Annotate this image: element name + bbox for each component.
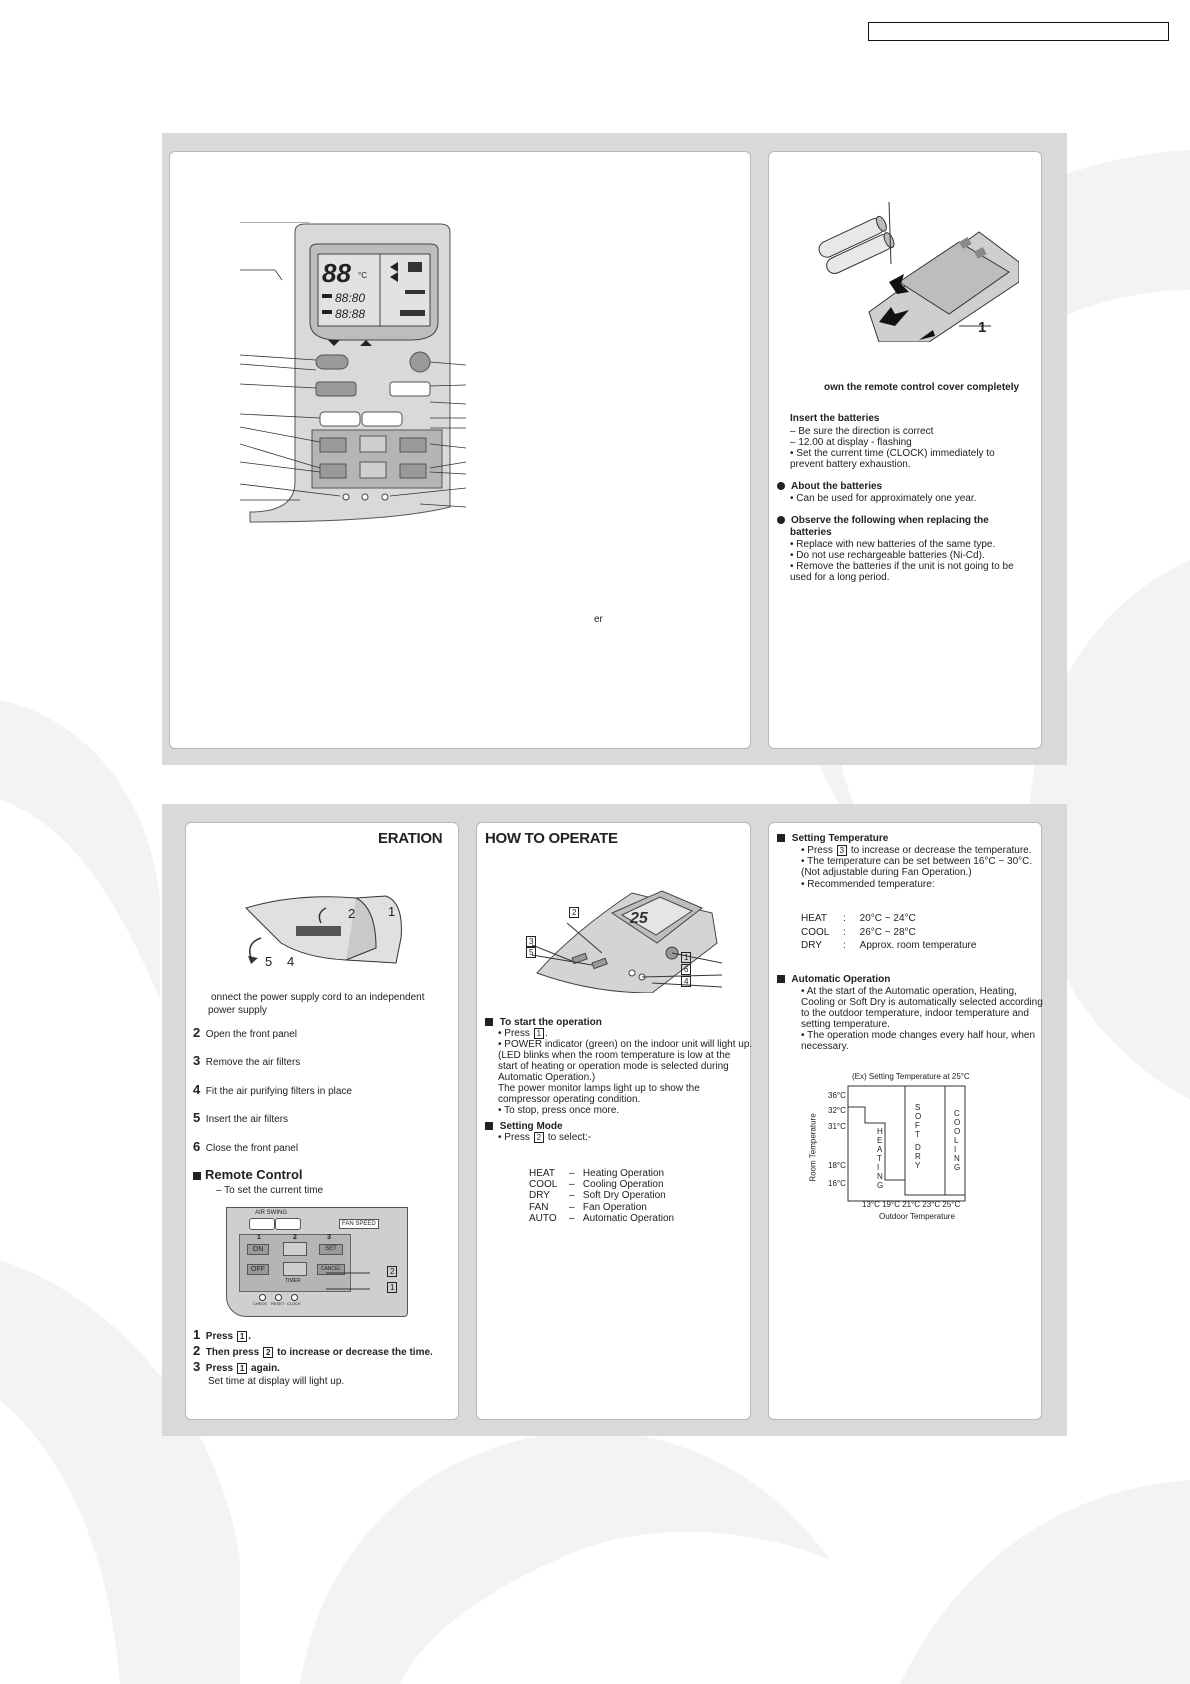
callout-2: 2 — [568, 907, 580, 919]
cover-callout-number: 1 — [978, 319, 987, 336]
mode-auto: AUTO – Automatic Operation — [529, 1213, 675, 1224]
temp-line: • Recommended temperature: — [801, 879, 935, 890]
setting-temperature-title: Setting Temperature — [777, 833, 888, 845]
installation-panel — [185, 822, 459, 1420]
fig-label-2: 2 — [348, 906, 356, 921]
indoor-unit-illustration — [236, 888, 406, 968]
clock-label: CLOCK — [287, 1301, 301, 1306]
bullet-square — [777, 834, 785, 842]
remote-callout-2: 2 — [386, 1266, 398, 1278]
air-swing-label: AIR SWING — [255, 1210, 288, 1216]
callout-5: 5 — [525, 947, 537, 959]
air-swing-up-down-button[interactable] — [249, 1218, 275, 1230]
bullet-square — [193, 1172, 201, 1180]
how-to-operate-heading: HOW TO OPERATE — [485, 830, 618, 847]
y-axis-label: Room Temperature — [808, 1113, 818, 1182]
recommended-dry: DRY : Approx. room temperature — [801, 940, 977, 951]
bullet-dot — [777, 516, 785, 524]
region-soft: SOFT — [915, 1103, 922, 1139]
callout-1: 1 — [680, 952, 692, 964]
insert-line: prevent battery exhaustion. — [790, 459, 911, 470]
auto-line: Cooling or Soft Dry is automatically selected according — [801, 997, 1043, 1008]
remote-callout-1: 1 — [386, 1282, 398, 1294]
check-label: CHECK — [253, 1301, 268, 1306]
step-1-line: onnect the power supply cord to an independent — [211, 992, 425, 1003]
x-axis-label: Outdoor Temperature — [879, 1212, 955, 1221]
operate-remote-illustration — [532, 883, 722, 993]
chart-title: (Ex) Setting Temperature at 25°C — [852, 1072, 970, 1081]
insert-batteries-title: Insert the batteries — [790, 413, 880, 424]
start-line: The power monitor lamps light up to show the — [498, 1083, 700, 1094]
start-line: compressor operating condition. — [498, 1094, 641, 1105]
check-button[interactable] — [259, 1294, 266, 1301]
time-down-button[interactable] — [283, 1262, 307, 1276]
region-cooling: COOLING — [954, 1109, 961, 1172]
step-4: 4 Fit the air purifying filters in place — [193, 1082, 352, 1097]
auto-line: to the outdoor temperature, indoor temperature and — [801, 1008, 1029, 1019]
observe-line: used for a long period. — [790, 572, 890, 583]
open-cover-step: own the remote control cover completely — [824, 382, 1020, 393]
final-step-3: 3 Press 1 again. — [193, 1359, 280, 1374]
remote-callout-lines — [326, 1263, 386, 1308]
y-tick: 32°C — [828, 1106, 846, 1115]
num-2: 2 — [293, 1234, 297, 1241]
region-dry: DRY — [915, 1143, 921, 1170]
remote-control-title: Remote Control — [193, 1169, 303, 1181]
insert-line: • Set the current time (CLOCK) immediately to — [790, 448, 995, 459]
y-tick: 36°C — [828, 1091, 846, 1100]
recommended-heat: HEAT : 20°C ~ 24°C — [801, 913, 916, 924]
cancel-button[interactable]: CANCEL — [317, 1264, 345, 1275]
final-step-2: 2 Then press 2 to increase or decrease the time. — [193, 1343, 433, 1358]
setting-mode-title: Setting Mode — [485, 1121, 563, 1133]
y-tick: 31°C — [828, 1122, 846, 1131]
recommended-cool: COOL : 26°C ~ 28°C — [801, 927, 916, 938]
bullet-square — [777, 975, 785, 983]
step-3: 3 Remove the air filters — [193, 1053, 301, 1068]
about-line: • Can be used for approximately one year. — [790, 493, 977, 504]
mode-heat: HEAT – Heating Operation — [529, 1168, 665, 1179]
display-time-2: 88:88 — [335, 307, 366, 321]
section-heading: ERATION — [378, 830, 443, 847]
stray-text: er — [594, 614, 603, 625]
start-line: • POWER indicator (green) on the indoor unit will light up. — [498, 1039, 753, 1050]
on-button[interactable]: ON — [247, 1244, 269, 1255]
start-line: Automatic Operation.) — [498, 1072, 596, 1083]
mode-dry: DRY – Soft Dry Operation — [529, 1190, 666, 1201]
y-tick: 16°C — [828, 1179, 846, 1188]
observe-line: • Do not use rechargeable batteries (Ni-Cd). — [790, 550, 985, 561]
step-6: 6 Close the front panel — [193, 1139, 299, 1154]
step-1-line: power supply — [208, 1005, 267, 1016]
fig-label-1: 1 — [388, 904, 396, 919]
reset-label: RESET — [271, 1301, 285, 1306]
temp-line: • Press 3 to increase or decrease the temperature. — [801, 845, 1032, 856]
mode-fan: FAN – Fan Operation — [529, 1202, 647, 1213]
svg-text:25: 25 — [630, 910, 648, 927]
num-3: 3 — [327, 1234, 331, 1241]
temp-line: • The temperature can be set between 16°C ~ 30°C. — [801, 856, 1033, 867]
callout-6: 6 — [680, 964, 692, 976]
start-line: (LED blinks when the room temperature is low at the — [498, 1050, 731, 1061]
auto-line: • At the start of the Automatic operation, Heating, — [801, 986, 1017, 997]
step-5: 5 Insert the air filters — [193, 1110, 289, 1125]
remote-control-illustration — [240, 222, 560, 542]
y-tick: 18°C — [828, 1161, 846, 1170]
start-line: • To stop, press once more. — [498, 1105, 620, 1116]
observe-title-cont: batteries — [790, 527, 832, 538]
how-to-operate-panel — [476, 822, 751, 1420]
mode-cool: COOL – Cooling Operation — [529, 1179, 664, 1190]
timer-label: TIMER — [285, 1278, 301, 1284]
start-operation-title: To start the operation — [485, 1017, 602, 1029]
set-button[interactable]: SET — [319, 1244, 343, 1255]
remote-control-subtitle: – To set the current time — [216, 1185, 324, 1196]
x-ticks: 13°C 19°C 21°C 23°C 25°C — [862, 1200, 961, 1209]
bullet-dot — [777, 482, 785, 490]
temp-line: (Not adjustable during Fan Operation.) — [801, 867, 972, 878]
auto-operation-chart — [847, 1085, 967, 1215]
start-line: start of heating or operation mode is selected during — [498, 1061, 729, 1072]
step-2: 2 Open the front panel — [193, 1025, 297, 1040]
svg-text:°C: °C — [358, 271, 367, 280]
fig-label-4: 4 — [287, 954, 295, 969]
insert-line: – Be sure the direction is correct — [790, 426, 934, 437]
start-line: • Press 1 . — [498, 1028, 548, 1039]
region-heating: HEATING — [877, 1127, 884, 1190]
final-note: Set time at display will light up. — [208, 1376, 345, 1387]
auto-line: setting temperature. — [801, 1019, 890, 1030]
bullet-square — [485, 1122, 493, 1130]
display-time-1: 88:80 — [335, 291, 366, 305]
automatic-operation-title: Automatic Operation — [777, 974, 890, 986]
bullet-square — [485, 1018, 493, 1026]
observe-line: • Remove the batteries if the unit is not going to be — [790, 561, 1014, 572]
setting-mode-line: • Press 2 to select:- — [498, 1132, 592, 1143]
remote-diagram-panel — [169, 151, 751, 749]
insert-line: – 12.00 at display - flashing — [790, 437, 912, 448]
about-batteries-title: About the batteries — [777, 481, 882, 493]
auto-line: necessary. — [801, 1041, 849, 1052]
header-box — [868, 22, 1169, 41]
batteries-panel — [768, 151, 1042, 749]
fan-speed-button[interactable]: FAN SPEED — [339, 1219, 379, 1229]
callout-3: 3 — [525, 936, 537, 948]
air-swing-left-right-button[interactable] — [275, 1218, 301, 1230]
observe-line: • Replace with new batteries of the same type. — [790, 539, 996, 550]
reset-button[interactable] — [275, 1294, 282, 1301]
fig-label-5: 5 — [265, 954, 273, 969]
clock-button[interactable] — [291, 1294, 298, 1301]
auto-line: • The operation mode changes every half hour, when — [801, 1030, 1036, 1041]
final-step-1: 1 Press 1 . — [193, 1327, 252, 1342]
temperature-panel — [768, 822, 1042, 1420]
observe-title: Observe the following when replacing the — [777, 515, 989, 527]
num-1: 1 — [257, 1234, 261, 1241]
display-temp: 88 — [322, 258, 351, 288]
battery-insertion-illustration — [809, 202, 1019, 342]
time-up-button[interactable] — [283, 1242, 307, 1256]
off-button[interactable]: OFF — [247, 1264, 269, 1275]
callout-4: 4 — [680, 976, 692, 988]
